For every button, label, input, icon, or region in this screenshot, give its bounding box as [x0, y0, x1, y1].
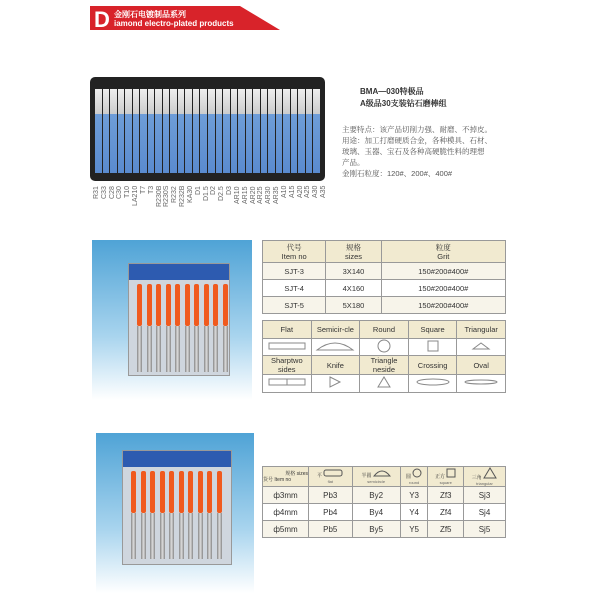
burr [155, 89, 162, 173]
burr-set-photo [90, 77, 325, 181]
burr [298, 89, 305, 173]
needle-file [166, 284, 171, 372]
burr [140, 89, 147, 173]
needle-file-set-photo-1 [92, 240, 252, 400]
burr-label: D2 [210, 186, 218, 195]
table-row: SJT-4 4X160 150#200#400# [263, 280, 506, 297]
table-row: ф3mm Pb3 By2 Y3 Zf3 Sj3 [263, 487, 506, 504]
needle-file [156, 284, 161, 372]
burr [313, 89, 320, 173]
table-row: ф5mm Pb5 By5 Y5 Zf5 Sj5 [263, 521, 506, 538]
burr-label: T3 [147, 186, 155, 195]
triangle-shape-icon [360, 375, 409, 393]
burr-label: A10 [280, 186, 288, 199]
needle-file [150, 471, 155, 559]
burr [118, 89, 125, 173]
triangular-shape-icon [457, 338, 506, 356]
burr-label: AR20 [249, 186, 257, 204]
burr [223, 89, 230, 173]
burr-label: A30 [312, 186, 320, 199]
burr [133, 89, 140, 173]
burr-labels [93, 186, 328, 228]
needle-file [198, 471, 203, 559]
burr [261, 89, 268, 173]
needle-file-spec-table: 规格 sizes 货号 Item no 平 flat 半圆 semicircle 圆 round 正方 square 三角 triangular ф3mm Pb3 By2 Y3 Zf3 Sj3 ф4mm Pb4 By4 Y4 Zf4 Sj4 ф5mm Pb5 By5 Y5 Zf5 Sj5 [262, 466, 506, 538]
burr-label: A35 [320, 186, 328, 199]
desc-line: 金刚石粒度：120#、200#、400# [342, 169, 453, 178]
burr-label: A20 [296, 186, 304, 199]
product-title [360, 86, 447, 110]
burr [178, 89, 185, 173]
semicircle-shape-icon [311, 338, 360, 356]
crossing-shape-icon [408, 375, 457, 393]
desc-line: 主要特点：该产品切削力强、耐磨、不掉皮。 [342, 125, 492, 134]
flat-icon [323, 469, 343, 477]
burr-label: D1 [194, 186, 202, 195]
burr-label: R232 [171, 186, 179, 203]
burr [95, 89, 102, 173]
needle-file [223, 284, 228, 372]
needle-file [175, 284, 180, 372]
desc-line: 产品。 [342, 158, 365, 167]
needle-file [169, 471, 174, 559]
banner-title-en: iamond electro-plated products [114, 19, 234, 28]
burr-label: KA30 [186, 186, 194, 204]
burr-label: C28 [108, 186, 116, 199]
banner-letter: D [94, 7, 110, 32]
burr [148, 89, 155, 173]
knife-shape-icon [311, 375, 360, 393]
burr [238, 89, 245, 173]
needle-file [213, 284, 218, 372]
burr-label: C30 [116, 186, 124, 199]
burr-label: R230S [163, 186, 171, 208]
burr [268, 89, 275, 173]
product-code: BMA—030特极品 [360, 87, 424, 96]
burr-label: AR10 [233, 186, 241, 204]
needle-file [179, 471, 184, 559]
burr [170, 89, 177, 173]
burr [253, 89, 260, 173]
oval-shape-icon [457, 375, 506, 393]
needle-file [137, 284, 142, 372]
desc-line: 玻璃、玉器、宝石及各种高硬脆性料的理想 [342, 147, 485, 156]
burr [246, 89, 253, 173]
burr-label: R232B [179, 186, 187, 208]
burr-label: T7 [139, 186, 147, 195]
burr-label: AR30 [265, 186, 273, 204]
burr-label: LA210 [132, 186, 140, 207]
square-shape-icon [408, 338, 457, 356]
needle-file-set-photo-2 [96, 433, 254, 593]
needle-file [185, 284, 190, 372]
burr [283, 89, 290, 173]
needle-file [194, 284, 199, 372]
burr [103, 89, 110, 173]
round-shape-icon [360, 338, 409, 356]
burr-label: T10 [124, 186, 132, 199]
burr [200, 89, 207, 173]
needle-file [204, 284, 209, 372]
burr-label: A15 [288, 186, 296, 199]
burr [216, 89, 223, 173]
burr-label: D3 [226, 186, 234, 195]
spec-table: 代号 Item no 规格 sizes 粒度 Grit SJT-3 3X140 150#200#400# SJT-4 4X160 150#200#400# SJT-5 5X180 150#200#400# [262, 240, 506, 314]
product-name: A级品30支装钻石磨棒组 [360, 99, 447, 108]
needle-file [207, 471, 212, 559]
product-description [342, 124, 512, 179]
burr-label: R230B [155, 186, 163, 208]
table-row: SJT-5 5X180 150#200#400# [263, 297, 506, 314]
needle-file [141, 471, 146, 559]
needle-file [188, 471, 193, 559]
burr-label: AR15 [241, 186, 249, 204]
burr [208, 89, 215, 173]
burr [306, 89, 313, 173]
table-row: ф4mm Pb4 By4 Y4 Zf4 Sj4 [263, 504, 506, 521]
burr [125, 89, 132, 173]
burr [110, 89, 117, 173]
burr-label: A25 [304, 186, 312, 199]
needle-file [147, 284, 152, 372]
burr-label: R31 [93, 186, 100, 199]
burr [193, 89, 200, 173]
burr-label: D1.5 [202, 186, 210, 201]
burr-label: AR35 [273, 186, 281, 204]
banner-title-cn: 金刚石电镀制品系列 [114, 10, 186, 19]
semicircle-icon [373, 469, 391, 477]
needle-file [217, 471, 222, 559]
triangle-icon [483, 467, 497, 479]
square-icon [446, 468, 456, 478]
burr-label: AR25 [257, 186, 265, 204]
round-icon [412, 468, 422, 478]
table-row: SJT-3 3X140 150#200#400# [263, 263, 506, 280]
burr-label: C33 [100, 186, 108, 199]
burr [231, 89, 238, 173]
sharp-two-sides-shape-icon [263, 375, 312, 393]
burr [185, 89, 192, 173]
burr [276, 89, 283, 173]
burr [291, 89, 298, 173]
section-banner [90, 6, 280, 30]
burr-label: D2.5 [218, 186, 226, 201]
desc-line: 用途：加工打磨硬质合金，各种模具、石材、 [342, 136, 492, 145]
burr [163, 89, 170, 173]
needle-file [160, 471, 165, 559]
needle-file [131, 471, 136, 559]
flat-shape-icon [263, 338, 312, 356]
shape-table: Flat Semicir-cle Round Square Triangular Sharptwo sides Knife Triangle neside Crossing Oval [262, 320, 506, 393]
